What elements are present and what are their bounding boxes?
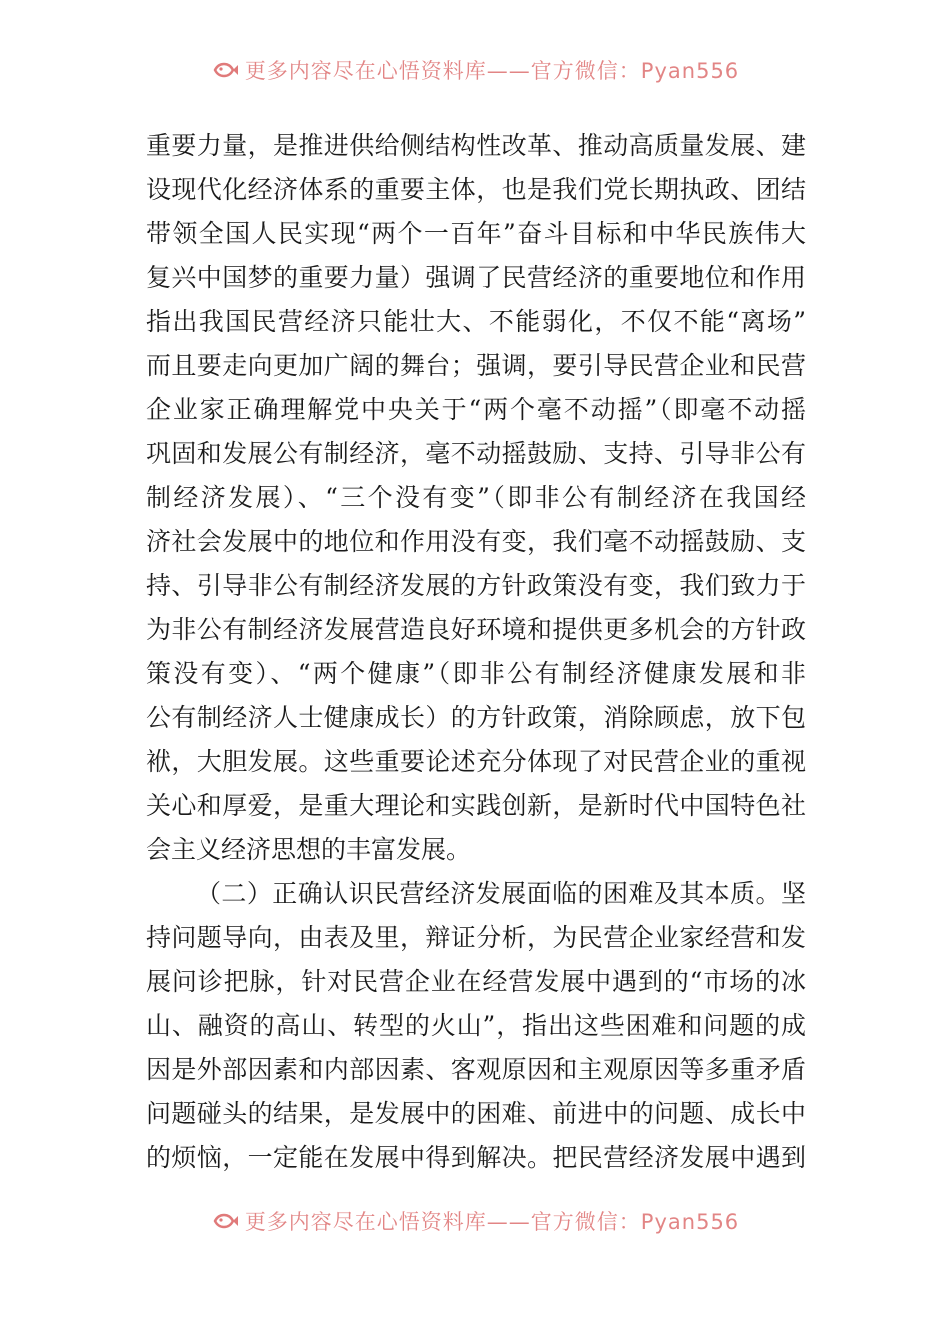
text-line: 复兴中国梦的重要力量）强调了民营经济的重要地位和作用 bbox=[146, 263, 806, 292]
text-line: 因是外部因素和内部因素、客观原因和主观原因等多重矛盾 bbox=[146, 1055, 806, 1084]
text-line: 问题碰头的结果，是发展中的困难、前进中的问题、成长中 bbox=[146, 1099, 806, 1128]
header-watermark bbox=[0, 52, 950, 88]
text-line: 关心和厚爱，是重大理论和实践创新，是新时代中国特色社 bbox=[146, 791, 806, 820]
text-line: 展问诊把脉，针对民营企业在经营发展中遇到的“市场的冰 bbox=[146, 967, 806, 996]
text-line: 袱，大胆发展。这些重要论述充分体现了对民营企业的重视 bbox=[146, 747, 806, 776]
footer-watermark bbox=[0, 1203, 950, 1239]
fish-logo-icon bbox=[211, 1207, 239, 1235]
text-line: 企业家正确理解党中央关于“两个毫不动摇”（即毫不动摇 bbox=[146, 395, 806, 424]
text-line: 策没有变）、“两个健康”（即非公有制经济健康发展和非 bbox=[146, 659, 806, 688]
text-line: 持、引导非公有制经济发展的方针政策没有变，我们致力于 bbox=[146, 571, 806, 600]
header-watermark-text: 更多内容尽在心悟资料库——官方微信：Pyan556 bbox=[244, 59, 740, 83]
text-line: 山、融资的高山、转型的火山”，指出这些困难和问题的成 bbox=[146, 1011, 806, 1040]
section-heading-line: （二）正确认识民营经济发展面临的困难及其本质。坚 bbox=[196, 879, 806, 908]
text-line: 为非公有制经济发展营造良好环境和提供更多机会的方针政 bbox=[146, 615, 806, 644]
footer-watermark-text: 更多内容尽在心悟资料库——官方微信：Pyan556 bbox=[244, 1210, 740, 1234]
text-line: 持问题导向，由表及里，辩证分析，为民营企业家经营和发 bbox=[146, 923, 806, 952]
text-line: 重要力量，是推进供给侧结构性改革、推动高质量发展、建 bbox=[146, 131, 806, 160]
text-line: 制经济发展）、“三个没有变”（即非公有制经济在我国经 bbox=[146, 483, 806, 512]
text-line: 带领全国人民实现“两个一百年”奋斗目标和中华民族伟大 bbox=[146, 219, 806, 248]
text-line: 巩固和发展公有制经济，毫不动摇鼓励、支持、引导非公有 bbox=[146, 439, 806, 468]
paragraph-end-line: 会主义经济思想的丰富发展。 bbox=[146, 835, 472, 864]
text-line: 的烦恼，一定能在发展中得到解决。把民营经济发展中遇到 bbox=[146, 1143, 806, 1172]
text-line: 指出我国民营经济只能壮大、不能弱化，不仅不能“离场” bbox=[146, 307, 806, 336]
fish-logo-icon bbox=[211, 56, 239, 84]
text-line: 设现代化经济体系的重要主体，也是我们党长期执政、团结 bbox=[146, 175, 806, 204]
text-line: 济社会发展中的地位和作用没有变，我们毫不动摇鼓励、支 bbox=[146, 527, 806, 556]
text-line: 而且要走向更加广阔的舞台；强调，要引导民营企业和民营 bbox=[146, 351, 806, 380]
text-line: 公有制经济人士健康成长）的方针政策，消除顾虑，放下包 bbox=[146, 703, 806, 732]
